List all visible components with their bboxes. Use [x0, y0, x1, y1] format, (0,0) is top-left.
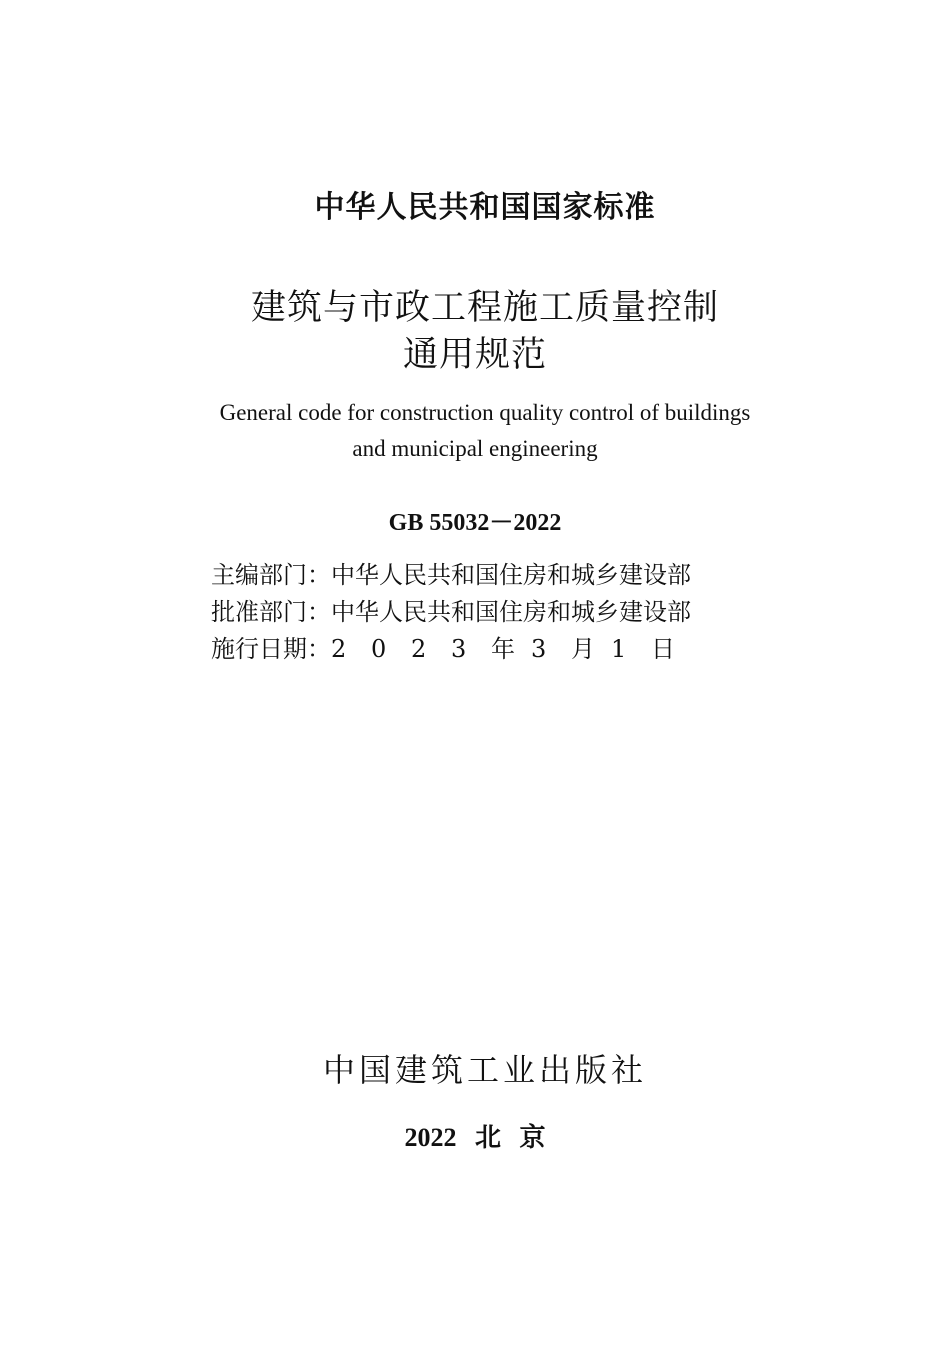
date-char: 日 — [651, 635, 675, 663]
effective-date-row — [211, 637, 675, 661]
publisher: 中国建筑工业出版社 — [322, 1051, 647, 1089]
editor-row — [211, 563, 691, 587]
editor-label: 主编部门： — [211, 561, 331, 589]
standard-type: 中华人民共和国国家标准 — [314, 190, 656, 225]
date-char: 2 — [331, 635, 347, 663]
approver-value: 中华人民共和国住房和城乡建设部 — [331, 598, 691, 626]
date-char: 0 — [371, 635, 387, 663]
title-en-line1: General code for construction quality control of buildings — [219, 400, 751, 425]
date-char: 1 — [611, 635, 627, 663]
title-en-line2: and municipal engineering — [352, 436, 598, 461]
date-label: 施行日期： — [211, 635, 331, 663]
date-char: 月 — [571, 635, 595, 663]
date-char: 2 — [411, 635, 427, 663]
approver-row — [211, 600, 691, 624]
date-char: 3 — [531, 635, 547, 663]
title-zh-line2: 通用规范 — [402, 335, 547, 375]
date-char: 3 — [451, 635, 467, 663]
publication-year-place: 2022 北 京 — [404, 1123, 546, 1152]
standard-code: GB 55032－2022 — [388, 510, 562, 536]
editor-value: 中华人民共和国住房和城乡建设部 — [331, 561, 691, 589]
date-char: 年 — [491, 635, 515, 663]
approver-label: 批准部门： — [211, 598, 331, 626]
date-value — [331, 637, 675, 661]
title-zh-line1: 建筑与市政工程施工质量控制 — [250, 288, 719, 328]
